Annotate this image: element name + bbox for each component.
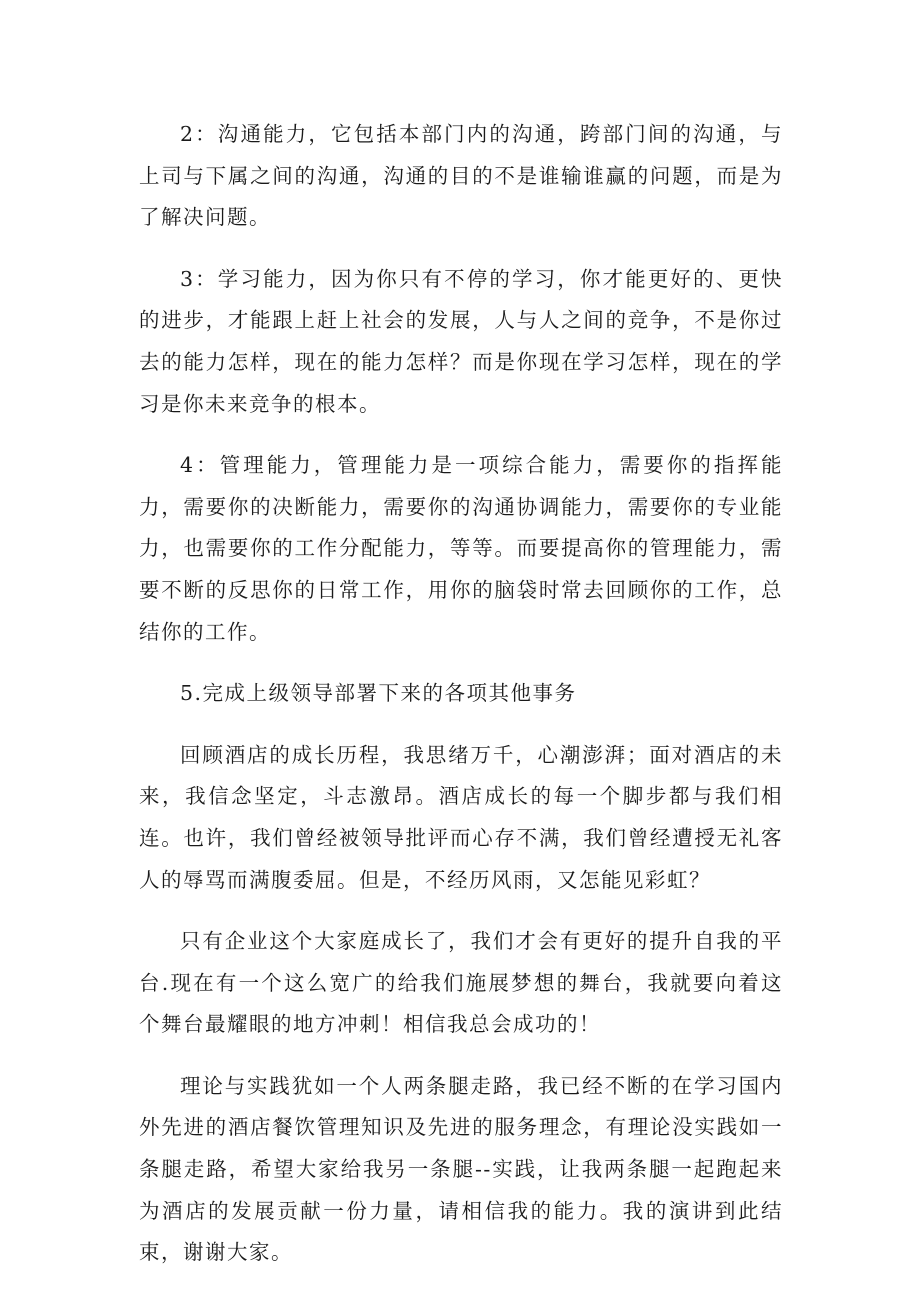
paragraph-enterprise-platform: 只有企业这个大家庭成长了，我们才会有更好的提升自我的平台.现在有一个这么宽广的给我们施展梦想的舞台，我就要向着这个舞台最耀眼的地方冲刺！相信我总会成功的！	[139, 929, 783, 1037]
paragraph-theory-practice: 理论与实践犹如一个人两条腿走路，我已经不断的在学习国内外先进的酒店餐饮管理知识及先进的服务理念，有理论没实践如一条腿走路，希望大家给我另一条腿--实践，让我两条腿一起跑起来为酒店的发展贡献一份力量，请相信我的能力。我的演讲到此结束，谢谢大家。	[139, 1073, 783, 1265]
paragraph-management-ability: 4：管理能力，管理能力是一项综合能力，需要你的指挥能力，需要你的决断能力，需要你的沟通协调能力，需要你的专业能力，也需要你的工作分配能力，等等。而要提高你的管理能力，需要不断的反思你的日常工作，用你的脑袋时常去回顾你的工作，总结你的工作。	[139, 453, 783, 644]
paragraph-learning-ability: 3：学习能力，因为你只有不停的学习，你才能更好的、更快的进步，才能跟上赶上社会的发展，人与人之间的竞争，不是你过去的能力怎样，现在的能力怎样？而是你现在学习怎样，现在的学习是你未来竞争的根本。	[139, 266, 783, 416]
document-page	[139, 114, 783, 1294]
paragraph-hotel-growth: 回顾酒店的成长历程，我思绪万千，心潮澎湃；面对酒店的未来，我信念坚定，斗志激昂。酒店成长的每一个脚步都与我们相连。也许，我们曾经被领导批评而心存不满，我们曾经遭授无礼客人的辱骂而满腹委屈。但是，不经历风雨，又怎能见彩虹？	[139, 742, 783, 892]
paragraph-communication-ability: 2：沟通能力，它包括本部门内的沟通，跨部门间的沟通，与上司与下属之间的沟通，沟通的目的不是谁输谁赢的问题，而是为了解决问题。	[139, 122, 783, 230]
paragraph-other-tasks: 5.完成上级领导部署下来的各项其他事务	[180, 681, 577, 706]
